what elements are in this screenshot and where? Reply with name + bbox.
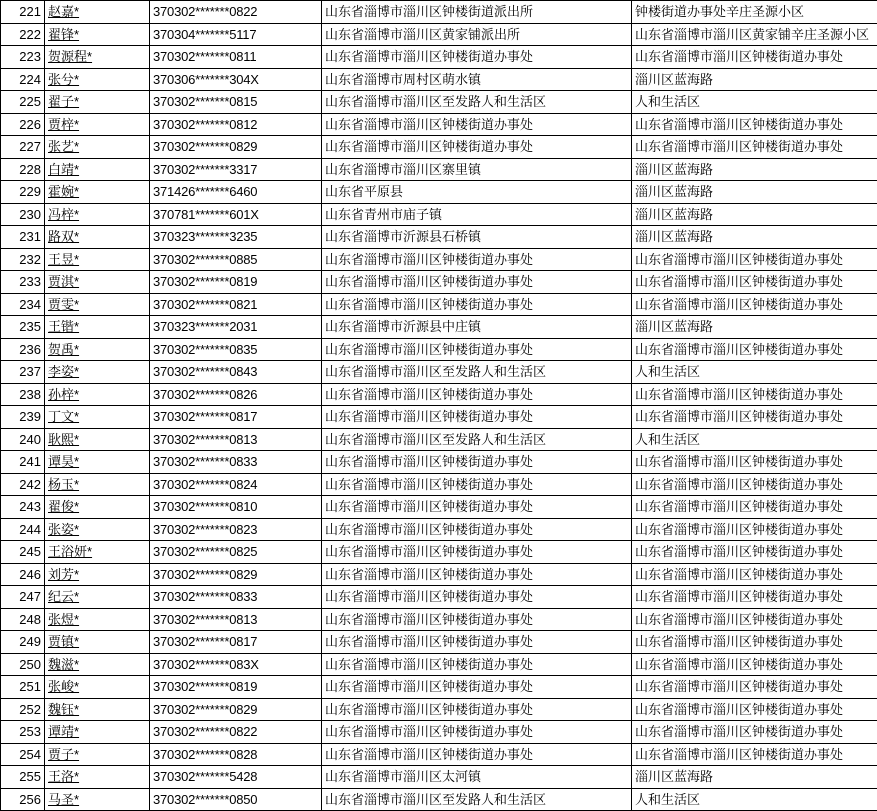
table-row[interactable] bbox=[1, 361, 877, 384]
address-cell[interactable]: 山东省淄博市淄川区钟楼街道办事处 bbox=[322, 608, 632, 631]
id-number-cell[interactable]: 370302*******0835 bbox=[150, 338, 322, 361]
row-index-cell[interactable]: 237 bbox=[1, 361, 45, 384]
address-cell[interactable]: 山东省淄博市淄川区钟楼街道办事处 bbox=[322, 46, 632, 69]
address-cell[interactable]: 山东省青州市庙子镇 bbox=[322, 203, 632, 226]
person-name-cell[interactable] bbox=[45, 743, 150, 766]
person-name-text: 冯梓* bbox=[48, 207, 79, 222]
row-index-cell[interactable]: 245 bbox=[1, 541, 45, 564]
organization-cell[interactable]: 山东省淄博市淄川区钟楼街道办事处 bbox=[632, 248, 877, 271]
person-name-cell[interactable] bbox=[45, 496, 150, 519]
organization-cell[interactable]: 人和生活区 bbox=[632, 788, 877, 811]
person-name-text: 路双* bbox=[48, 229, 79, 244]
id-number-cell[interactable]: 370302*******0815 bbox=[150, 91, 322, 114]
organization-cell[interactable]: 淄川区蓝海路 bbox=[632, 226, 877, 249]
person-name-text: 纪云* bbox=[48, 589, 79, 604]
table-row[interactable] bbox=[1, 271, 877, 294]
table-row[interactable] bbox=[1, 293, 877, 316]
person-name-cell[interactable] bbox=[45, 158, 150, 181]
address-cell[interactable]: 山东省淄博市淄川区钟楼街道派出所 bbox=[322, 1, 632, 24]
table-row[interactable] bbox=[1, 563, 877, 586]
row-index-cell[interactable]: 239 bbox=[1, 406, 45, 429]
person-name-text: 张峻* bbox=[48, 679, 79, 694]
address-cell[interactable]: 山东省淄博市淄川区黄家铺派出所 bbox=[322, 23, 632, 46]
row-index-cell[interactable]: 244 bbox=[1, 518, 45, 541]
id-number-cell[interactable]: 371426*******6460 bbox=[150, 181, 322, 204]
id-number-cell[interactable]: 370302*******0843 bbox=[150, 361, 322, 384]
organization-cell[interactable]: 山东省淄博市淄川区钟楼街道办事处 bbox=[632, 608, 877, 631]
person-name-text: 张煜* bbox=[48, 612, 79, 627]
id-number-cell[interactable]: 370323*******3235 bbox=[150, 226, 322, 249]
organization-cell[interactable]: 山东省淄博市淄川区钟楼街道办事处 bbox=[632, 676, 877, 699]
table-row[interactable] bbox=[1, 113, 877, 136]
table-row[interactable] bbox=[1, 181, 877, 204]
organization-cell[interactable]: 山东省淄博市淄川区钟楼街道办事处 bbox=[632, 136, 877, 159]
person-name-cell[interactable] bbox=[45, 338, 150, 361]
organization-cell[interactable]: 淄川区蓝海路 bbox=[632, 203, 877, 226]
person-name-cell[interactable] bbox=[45, 248, 150, 271]
address-cell[interactable]: 山东省淄博市淄川区钟楼街道办事处 bbox=[322, 136, 632, 159]
row-index-cell[interactable]: 223 bbox=[1, 46, 45, 69]
address-cell[interactable]: 山东省淄博市淄川区钟楼街道办事处 bbox=[322, 293, 632, 316]
id-number-cell[interactable]: 370302*******0819 bbox=[150, 676, 322, 699]
person-name-text: 魏滋* bbox=[48, 657, 79, 672]
address-cell[interactable]: 山东省淄博市淄川区钟楼街道办事处 bbox=[322, 406, 632, 429]
id-number-cell[interactable]: 370302*******0810 bbox=[150, 496, 322, 519]
address-cell[interactable]: 山东省淄博市淄川区太河镇 bbox=[322, 766, 632, 789]
person-name-cell[interactable] bbox=[45, 23, 150, 46]
table-row[interactable] bbox=[1, 541, 877, 564]
id-number-cell[interactable]: 370302*******0811 bbox=[150, 46, 322, 69]
row-index-cell[interactable]: 242 bbox=[1, 473, 45, 496]
row-index-cell[interactable]: 230 bbox=[1, 203, 45, 226]
id-number-cell[interactable]: 370323*******2031 bbox=[150, 316, 322, 339]
organization-cell[interactable]: 山东省淄博市淄川区钟楼街道办事处 bbox=[632, 46, 877, 69]
id-number-cell[interactable]: 370302*******0823 bbox=[150, 518, 322, 541]
id-number-cell[interactable]: 370302*******0829 bbox=[150, 698, 322, 721]
id-number-cell[interactable]: 370302*******0885 bbox=[150, 248, 322, 271]
person-name-text: 刘芳* bbox=[48, 567, 79, 582]
id-number-cell[interactable]: 370302*******0813 bbox=[150, 608, 322, 631]
table-row[interactable] bbox=[1, 338, 877, 361]
person-name-cell[interactable] bbox=[45, 721, 150, 744]
organization-cell[interactable]: 山东省淄博市淄川区钟楼街道办事处 bbox=[632, 383, 877, 406]
row-index-cell[interactable]: 250 bbox=[1, 653, 45, 676]
person-name-cell[interactable] bbox=[45, 361, 150, 384]
person-name-text: 李姿* bbox=[48, 364, 79, 379]
address-cell[interactable]: 山东省淄博市淄川区钟楼街道办事处 bbox=[322, 248, 632, 271]
person-name-cell[interactable] bbox=[45, 203, 150, 226]
row-index-cell[interactable]: 222 bbox=[1, 23, 45, 46]
id-number-cell[interactable]: 370302*******0813 bbox=[150, 428, 322, 451]
organization-cell[interactable]: 山东省淄博市淄川区钟楼街道办事处 bbox=[632, 631, 877, 654]
address-cell[interactable]: 山东省淄博市淄川区钟楼街道办事处 bbox=[322, 721, 632, 744]
table-row[interactable] bbox=[1, 136, 877, 159]
address-cell[interactable]: 山东省淄博市淄川区钟楼街道办事处 bbox=[322, 586, 632, 609]
person-name-text: 张姿* bbox=[48, 522, 79, 537]
address-cell[interactable]: 山东省淄博市淄川区钟楼街道办事处 bbox=[322, 451, 632, 474]
row-index-cell[interactable]: 225 bbox=[1, 91, 45, 114]
id-number-cell[interactable]: 370302*******0819 bbox=[150, 271, 322, 294]
row-index-cell[interactable]: 249 bbox=[1, 631, 45, 654]
table-row[interactable] bbox=[1, 46, 877, 69]
person-name-text: 王锴* bbox=[48, 319, 79, 334]
id-number-cell[interactable]: 370302*******0829 bbox=[150, 563, 322, 586]
address-cell[interactable]: 山东省淄博市淄川区钟楼街道办事处 bbox=[322, 631, 632, 654]
row-index-cell[interactable]: 254 bbox=[1, 743, 45, 766]
id-number-cell[interactable]: 370302*******083X bbox=[150, 653, 322, 676]
organization-cell[interactable]: 淄川区蓝海路 bbox=[632, 158, 877, 181]
id-number-cell[interactable]: 370302*******0850 bbox=[150, 788, 322, 811]
organization-cell[interactable]: 山东省淄博市淄川区钟楼街道办事处 bbox=[632, 406, 877, 429]
organization-cell[interactable]: 淄川区蓝海路 bbox=[632, 316, 877, 339]
address-cell[interactable]: 山东省淄博市淄川区钟楼街道办事处 bbox=[322, 383, 632, 406]
person-name-cell[interactable] bbox=[45, 428, 150, 451]
table-row[interactable] bbox=[1, 451, 877, 474]
row-index-cell[interactable]: 246 bbox=[1, 563, 45, 586]
organization-cell[interactable]: 山东省淄博市淄川区钟楼街道办事处 bbox=[632, 653, 877, 676]
person-name-text: 孙梓* bbox=[48, 387, 79, 402]
address-cell[interactable]: 山东省淄博市淄川区至发路人和生活区 bbox=[322, 788, 632, 811]
table-row[interactable] bbox=[1, 653, 877, 676]
id-number-cell[interactable]: 370302*******0829 bbox=[150, 136, 322, 159]
person-name-cell[interactable] bbox=[45, 68, 150, 91]
address-cell[interactable]: 山东省淄博市淄川区钟楼街道办事处 bbox=[322, 698, 632, 721]
table-row[interactable] bbox=[1, 608, 877, 631]
person-name-text: 翟锋* bbox=[48, 27, 79, 42]
roster-table-body bbox=[1, 1, 877, 811]
person-name-text: 贾梓* bbox=[48, 117, 79, 132]
person-name-text: 贺禹* bbox=[48, 342, 79, 357]
organization-cell[interactable]: 山东省淄博市淄川区钟楼街道办事处 bbox=[632, 293, 877, 316]
table-row[interactable] bbox=[1, 676, 877, 699]
person-name-text: 杨玉* bbox=[48, 477, 79, 492]
organization-cell[interactable]: 淄川区蓝海路 bbox=[632, 68, 877, 91]
address-cell[interactable]: 山东省淄博市淄川区钟楼街道办事处 bbox=[322, 653, 632, 676]
table-row[interactable] bbox=[1, 518, 877, 541]
organization-cell[interactable]: 山东省淄博市淄川区钟楼街道办事处 bbox=[632, 541, 877, 564]
table-row[interactable] bbox=[1, 23, 877, 46]
row-index-cell[interactable]: 240 bbox=[1, 428, 45, 451]
table-row[interactable] bbox=[1, 631, 877, 654]
organization-cell[interactable]: 人和生活区 bbox=[632, 428, 877, 451]
person-name-cell[interactable] bbox=[45, 383, 150, 406]
person-name-cell[interactable] bbox=[45, 473, 150, 496]
organization-cell[interactable]: 山东省淄博市淄川区钟楼街道办事处 bbox=[632, 698, 877, 721]
row-index-cell[interactable]: 233 bbox=[1, 271, 45, 294]
person-name-text: 贾雯* bbox=[48, 297, 79, 312]
table-row[interactable] bbox=[1, 406, 877, 429]
row-index-cell[interactable]: 236 bbox=[1, 338, 45, 361]
row-index-cell[interactable]: 252 bbox=[1, 698, 45, 721]
row-index-cell[interactable]: 238 bbox=[1, 383, 45, 406]
person-name-cell[interactable] bbox=[45, 316, 150, 339]
row-index-cell[interactable]: 247 bbox=[1, 586, 45, 609]
person-name-cell[interactable] bbox=[45, 1, 150, 24]
organization-cell[interactable]: 山东省淄博市淄川区钟楼街道办事处 bbox=[632, 473, 877, 496]
address-cell[interactable]: 山东省淄博市淄川区钟楼街道办事处 bbox=[322, 676, 632, 699]
table-row[interactable] bbox=[1, 496, 877, 519]
row-index-cell[interactable]: 255 bbox=[1, 766, 45, 789]
organization-cell[interactable]: 山东省淄博市淄川区钟楼街道办事处 bbox=[632, 496, 877, 519]
id-number-cell[interactable]: 370302*******0833 bbox=[150, 586, 322, 609]
table-row[interactable] bbox=[1, 248, 877, 271]
person-name-text: 贾子* bbox=[48, 747, 79, 762]
organization-cell[interactable]: 山东省淄博市淄川区钟楼街道办事处 bbox=[632, 113, 877, 136]
person-name-text: 丁文* bbox=[48, 409, 79, 424]
table-row[interactable] bbox=[1, 158, 877, 181]
table-row[interactable] bbox=[1, 698, 877, 721]
id-number-cell[interactable]: 370781*******601X bbox=[150, 203, 322, 226]
address-cell[interactable]: 山东省淄博市淄川区至发路人和生活区 bbox=[322, 91, 632, 114]
id-number-cell[interactable]: 370302*******0825 bbox=[150, 541, 322, 564]
person-name-text: 贺源程* bbox=[48, 49, 92, 64]
person-name-text: 马圣* bbox=[48, 792, 79, 807]
person-name-cell[interactable] bbox=[45, 766, 150, 789]
table-row[interactable] bbox=[1, 226, 877, 249]
person-name-text: 赵嘉* bbox=[48, 4, 79, 19]
address-cell[interactable]: 山东省淄博市淄川区钟楼街道办事处 bbox=[322, 743, 632, 766]
id-number-cell[interactable]: 370302*******0828 bbox=[150, 743, 322, 766]
address-cell[interactable]: 山东省淄博市淄川区寨里镇 bbox=[322, 158, 632, 181]
address-cell[interactable]: 山东省淄博市淄川区钟楼街道办事处 bbox=[322, 541, 632, 564]
id-number-cell[interactable]: 370302*******0833 bbox=[150, 451, 322, 474]
person-name-cell[interactable] bbox=[45, 518, 150, 541]
organization-cell[interactable]: 人和生活区 bbox=[632, 361, 877, 384]
table-row[interactable] bbox=[1, 721, 877, 744]
id-number-cell[interactable]: 370302*******0824 bbox=[150, 473, 322, 496]
address-cell[interactable]: 山东省淄博市淄川区至发路人和生活区 bbox=[322, 428, 632, 451]
row-index-cell[interactable]: 226 bbox=[1, 113, 45, 136]
person-name-cell[interactable] bbox=[45, 181, 150, 204]
organization-cell[interactable]: 山东省淄博市淄川区钟楼街道办事处 bbox=[632, 338, 877, 361]
person-name-text: 贾淇* bbox=[48, 274, 79, 289]
row-index-cell[interactable]: 243 bbox=[1, 496, 45, 519]
organization-cell[interactable]: 钟楼街道办事处辛庄圣源小区 bbox=[632, 1, 877, 24]
table-row[interactable] bbox=[1, 586, 877, 609]
address-cell[interactable]: 山东省淄博市淄川区钟楼街道办事处 bbox=[322, 518, 632, 541]
id-number-cell[interactable]: 370302*******0822 bbox=[150, 721, 322, 744]
person-name-text: 翟俊* bbox=[48, 499, 79, 514]
person-name-cell[interactable] bbox=[45, 653, 150, 676]
address-cell[interactable]: 山东省淄博市淄川区钟楼街道办事处 bbox=[322, 113, 632, 136]
id-number-cell[interactable]: 370302*******0821 bbox=[150, 293, 322, 316]
table-row[interactable] bbox=[1, 473, 877, 496]
table-row[interactable] bbox=[1, 1, 877, 24]
id-number-cell[interactable]: 370302*******0817 bbox=[150, 631, 322, 654]
address-cell[interactable]: 山东省淄博市淄川区钟楼街道办事处 bbox=[322, 271, 632, 294]
id-number-cell[interactable]: 370304*******5117 bbox=[150, 23, 322, 46]
address-cell[interactable]: 山东省淄博市沂源县石桥镇 bbox=[322, 226, 632, 249]
person-name-cell[interactable] bbox=[45, 541, 150, 564]
person-name-cell[interactable] bbox=[45, 406, 150, 429]
row-index-cell[interactable]: 227 bbox=[1, 136, 45, 159]
person-name-cell[interactable] bbox=[45, 113, 150, 136]
id-number-cell[interactable]: 370302*******0822 bbox=[150, 1, 322, 24]
table-row[interactable] bbox=[1, 743, 877, 766]
address-cell[interactable]: 山东省淄博市淄川区至发路人和生活区 bbox=[322, 361, 632, 384]
table-row[interactable] bbox=[1, 428, 877, 451]
person-name-text: 谭靖* bbox=[48, 724, 79, 739]
person-name-text: 白靖* bbox=[48, 162, 79, 177]
organization-cell[interactable]: 人和生活区 bbox=[632, 91, 877, 114]
person-name-cell[interactable] bbox=[45, 91, 150, 114]
row-index-cell[interactable]: 232 bbox=[1, 248, 45, 271]
table-row[interactable] bbox=[1, 788, 877, 811]
person-name-text: 王洛* bbox=[48, 769, 79, 784]
organization-cell[interactable]: 山东省淄博市淄川区钟楼街道办事处 bbox=[632, 518, 877, 541]
person-name-text: 霍婉* bbox=[48, 184, 79, 199]
person-name-text: 翟子* bbox=[48, 94, 79, 109]
address-cell[interactable]: 山东省淄博市淄川区钟楼街道办事处 bbox=[322, 496, 632, 519]
person-name-text: 王浴妍* bbox=[48, 544, 92, 559]
address-cell[interactable]: 山东省淄博市淄川区钟楼街道办事处 bbox=[322, 338, 632, 361]
person-name-cell[interactable] bbox=[45, 788, 150, 811]
table-row[interactable] bbox=[1, 766, 877, 789]
address-cell[interactable]: 山东省平原县 bbox=[322, 181, 632, 204]
person-name-cell[interactable] bbox=[45, 46, 150, 69]
person-name-cell[interactable] bbox=[45, 451, 150, 474]
organization-cell[interactable]: 山东省淄博市淄川区钟楼街道办事处 bbox=[632, 721, 877, 744]
organization-cell[interactable]: 淄川区蓝海路 bbox=[632, 181, 877, 204]
person-name-cell[interactable] bbox=[45, 271, 150, 294]
organization-cell[interactable]: 山东省淄博市淄川区钟楼街道办事处 bbox=[632, 743, 877, 766]
id-number-cell[interactable]: 370306*******304X bbox=[150, 68, 322, 91]
organization-cell[interactable]: 山东省淄博市淄川区钟楼街道办事处 bbox=[632, 586, 877, 609]
organization-cell[interactable]: 淄川区蓝海路 bbox=[632, 766, 877, 789]
id-number-cell[interactable]: 370302*******0826 bbox=[150, 383, 322, 406]
id-number-cell[interactable]: 370302*******0817 bbox=[150, 406, 322, 429]
row-index-cell[interactable]: 253 bbox=[1, 721, 45, 744]
person-name-text: 耿熙* bbox=[48, 432, 79, 447]
person-name-cell[interactable] bbox=[45, 608, 150, 631]
organization-cell[interactable]: 山东省淄博市淄川区钟楼街道办事处 bbox=[632, 451, 877, 474]
table-row[interactable] bbox=[1, 203, 877, 226]
person-name-text: 谭昊* bbox=[48, 454, 79, 469]
person-name-cell[interactable] bbox=[45, 563, 150, 586]
row-index-cell[interactable]: 256 bbox=[1, 788, 45, 811]
person-name-cell[interactable] bbox=[45, 293, 150, 316]
row-index-cell[interactable]: 229 bbox=[1, 181, 45, 204]
table-row[interactable] bbox=[1, 91, 877, 114]
row-index-cell[interactable]: 251 bbox=[1, 676, 45, 699]
person-name-text: 贾镇* bbox=[48, 634, 79, 649]
row-index-cell[interactable]: 224 bbox=[1, 68, 45, 91]
row-index-cell[interactable]: 234 bbox=[1, 293, 45, 316]
id-number-cell[interactable]: 370302*******0812 bbox=[150, 113, 322, 136]
address-cell[interactable]: 山东省淄博市淄川区钟楼街道办事处 bbox=[322, 473, 632, 496]
person-name-text: 张艺* bbox=[48, 139, 79, 154]
person-name-cell[interactable] bbox=[45, 698, 150, 721]
person-name-cell[interactable] bbox=[45, 631, 150, 654]
id-number-cell[interactable]: 370302*******3317 bbox=[150, 158, 322, 181]
address-cell[interactable]: 山东省淄博市周村区萌水镇 bbox=[322, 68, 632, 91]
row-index-cell[interactable]: 231 bbox=[1, 226, 45, 249]
person-name-text: 张兮* bbox=[48, 72, 79, 87]
row-index-cell[interactable]: 221 bbox=[1, 1, 45, 24]
organization-cell[interactable]: 山东省淄博市淄川区钟楼街道办事处 bbox=[632, 271, 877, 294]
row-index-cell[interactable]: 248 bbox=[1, 608, 45, 631]
organization-cell[interactable]: 山东省淄博市淄川区钟楼街道办事处 bbox=[632, 563, 877, 586]
row-index-cell[interactable]: 241 bbox=[1, 451, 45, 474]
row-index-cell[interactable]: 235 bbox=[1, 316, 45, 339]
table-row[interactable] bbox=[1, 68, 877, 91]
person-name-text: 王昱* bbox=[48, 252, 79, 267]
person-name-cell[interactable] bbox=[45, 676, 150, 699]
address-cell[interactable]: 山东省淄博市沂源县中庄镇 bbox=[322, 316, 632, 339]
person-name-cell[interactable] bbox=[45, 136, 150, 159]
table-row[interactable] bbox=[1, 316, 877, 339]
table-row[interactable] bbox=[1, 383, 877, 406]
person-name-text: 魏钰* bbox=[48, 702, 79, 717]
id-number-cell[interactable]: 370302*******5428 bbox=[150, 766, 322, 789]
person-name-cell[interactable] bbox=[45, 586, 150, 609]
organization-cell[interactable]: 山东省淄博市淄川区黄家铺辛庄圣源小区 bbox=[632, 23, 877, 46]
address-cell[interactable]: 山东省淄博市淄川区钟楼街道办事处 bbox=[322, 563, 632, 586]
row-index-cell[interactable]: 228 bbox=[1, 158, 45, 181]
person-name-cell[interactable] bbox=[45, 226, 150, 249]
